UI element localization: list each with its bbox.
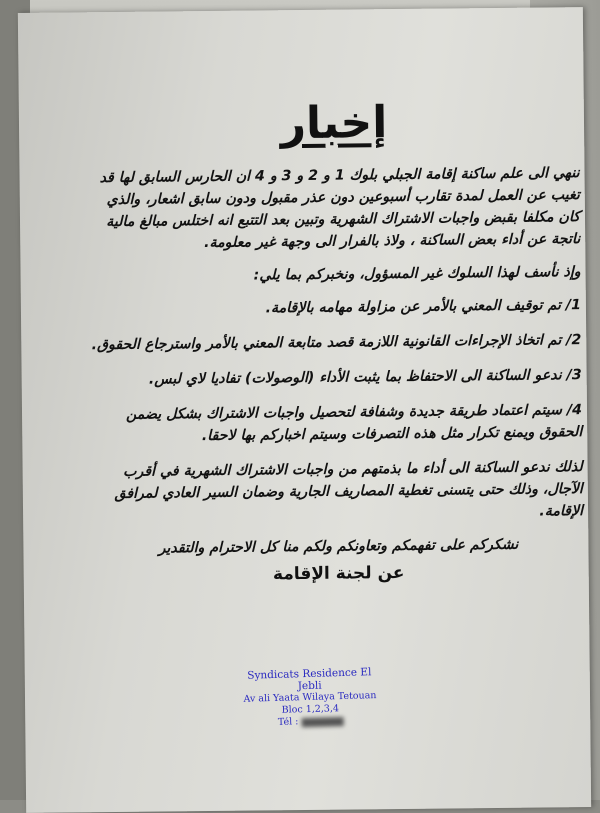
stamp-line-name: Syndicats Residence El Jebli — [247, 666, 372, 693]
stamp-line-phone — [241, 714, 381, 730]
notice-item-1: 1/ تم توقيف المعني بالأمر عن مزاولة مهامه بالإقامة. — [265, 297, 582, 317]
stamp-line-address: Av ali Yaata Wilaya Tetouan — [243, 690, 377, 705]
notice-content — [89, 95, 584, 598]
residence-stamp — [239, 666, 381, 730]
notice-item-4: 4/ سيتم اعتماد طريقة جديدة وشفافة لتحصيل واجبات الاشتراك بشكل يضمن الحقوق ويمنع تكرار مثل هذه التصرفات وسيتم اخباركم بها لاحقا. — [125, 402, 583, 445]
notice-regret: وإذ نأسف لهذا السلوك غير المسؤول، ونخبركم بما يلي: — [253, 264, 581, 284]
notice-intro: ننهي الى علم ساكنة إقامة الجبلي بلوك 1 و 2 و 3 و 4 ان الحارس السابق لها قد تغيب عن العمل لمدة تقارب أسبوعين دون عذر مقبول ودون سابق اشعار، والذي كان مكلفا بقبض واجبات الاشتراك الشهرية وتبين بعد التتبع انه اختلس مبالغ مالية ناتجة عن أداء بعض الساكنة ، ولاذ بالفرار الى وجهة غير معلومة. — [99, 165, 581, 252]
notice-item-2: 2/ تم اتخاذ الإجراءات القانونية اللازمة قصد متابعة المعني بالأمر واسترجاع الحقوق. — [91, 332, 582, 354]
notice-closing: لذلك ندعو الساكنة الى أداء ما بذمتهم من واجبات الاشتراك الشهرية في أقرب الآجال، وذلك حتى يتسنى تغطية المصاريف الجارية وضمان السير العادي لمرافق الإقامة. — [114, 459, 584, 520]
notice-thanks: نشكركم على تفهمكم وتعاونكم ولكم منا كل الاحترام والتقدير — [158, 536, 519, 557]
notice-title: إخبار — [280, 97, 388, 150]
stamp-phone-label: Tél : — [277, 716, 299, 728]
notice-signature: عن لجنة الإقامة — [272, 562, 405, 585]
notice-paper — [18, 7, 591, 813]
notice-item-3: 3/ ندعو الساكنة الى الاحتفاظ بما يثبت الأداء (الوصولات) تفاديا لاي لبس. — [148, 367, 582, 388]
redacted-phone-number — [301, 717, 343, 727]
stamp-line-blocks: Bloc 1,2,3,4 — [281, 703, 340, 716]
